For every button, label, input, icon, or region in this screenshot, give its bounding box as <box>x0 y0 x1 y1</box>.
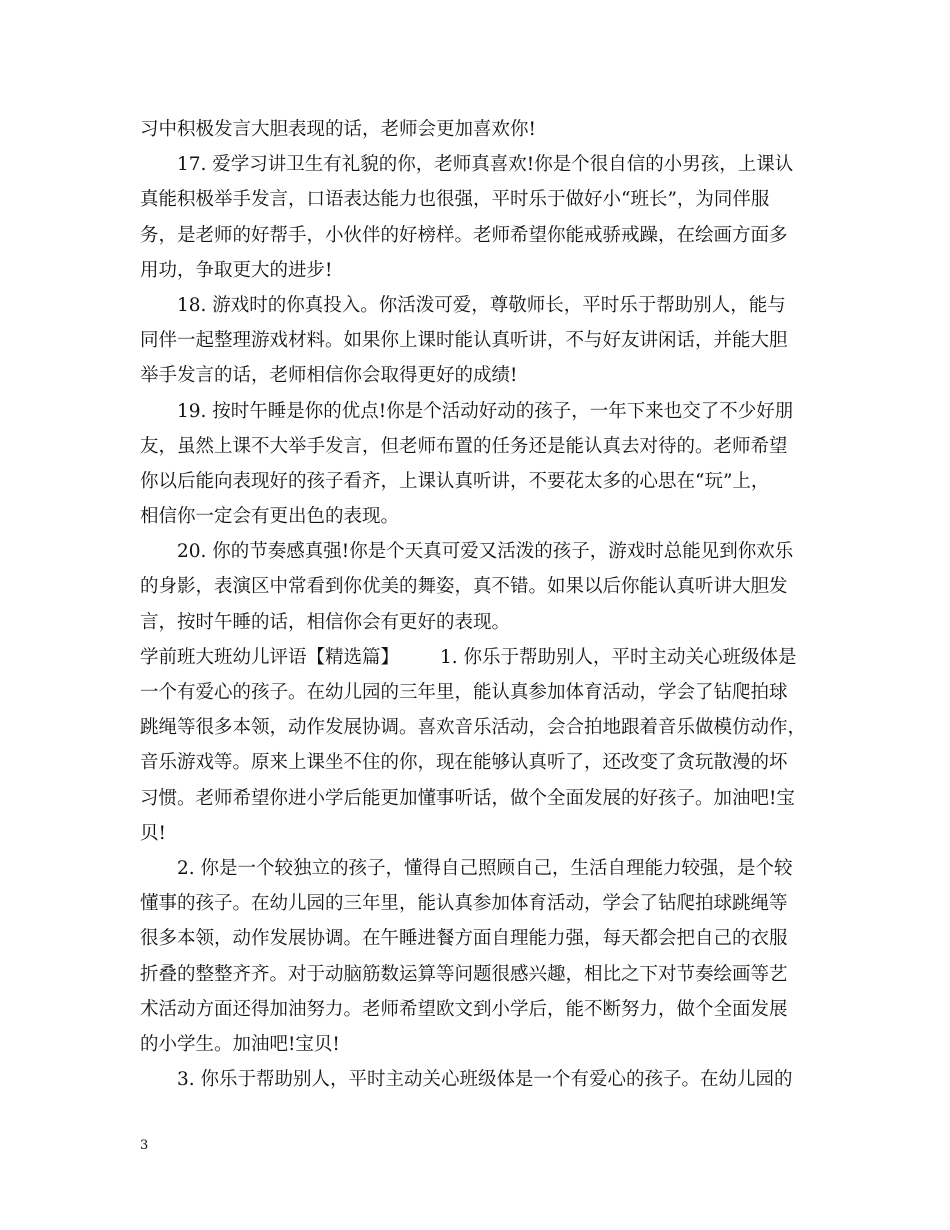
text-line: 务，是老师的好帮手，小伙伴的好榜样。老师希望你能戒骄戒躁，在绘画方面多 <box>140 224 788 246</box>
text-line: 的身影，表演区中常看到你优美的舞姿，真不错。如果以后你能认真听讲大胆发 <box>140 576 788 598</box>
text-line: 习中积极发言大胆表现的话，老师会更加喜欢你! <box>140 119 536 140</box>
text-line: 习惯。老师希望你进小学后能更加懂事听话，做个全面发展的好孩子。加油吧!宝 <box>140 787 795 809</box>
text-line: 很多本领，动作发展协调。在午睡进餐方面自理能力强，每天都会把自己的衣服 <box>140 928 788 950</box>
section-heading-line <box>140 640 825 675</box>
text-line: 真能积极举手发言，口语表达能力也很强，平时乐于做好小“班长”，为同伴服 <box>140 189 770 211</box>
text-line: 术活动方面还得加油努力。老师希望欧文到小学后，能不断努力，做个全面发展 <box>140 998 788 1020</box>
text-line: 3. 你乐于帮助别人，平时主动关心班级体是一个有爱心的孩子。在幼儿园的 <box>177 1069 793 1091</box>
text-line: 一个有爱心的孩子。在幼儿园的三年里，能认真参加体育活动，学会了钻爬拍球 <box>140 682 788 703</box>
text-line: 贝! <box>140 822 166 844</box>
text-line: 相信你一定会有更出色的表现。 <box>140 506 400 528</box>
text-line: 同伴一起整理游戏材料。如果你上课时能认真听讲，不与好友讲闲话，并能大胆 <box>140 330 788 352</box>
page-number: 3 <box>140 1138 149 1153</box>
document-body <box>140 112 825 1097</box>
text-line: 你以后能向表现好的孩子看齐，上课认真听讲，不要花太多的心思在“玩”上， <box>140 470 770 492</box>
text-line: 言，按时午睡的话，相信你会有更好的表现。 <box>140 611 511 633</box>
text-line: 跳绳等很多本领，动作发展协调。喜欢音乐活动，会合拍地跟着音乐做模仿动作， <box>140 717 807 739</box>
text-line: 18. 游戏时的你真投入。你活泼可爱，尊敬师长，平时乐于帮助别人，能与 <box>177 294 786 316</box>
text-line: 19. 按时午睡是你的优点!你是个活动好动的孩子，一年下来也交了不少好朋 <box>177 400 794 422</box>
text-line: 音乐游戏等。原来上课坐不住的你，现在能够认真听了，还改变了贪玩散漫的坏 <box>140 752 788 774</box>
text-line: 懂事的孩子。在幼儿园的三年里，能认真参加体育活动，学会了钻爬拍球跳绳等 <box>140 893 788 915</box>
text-line: 举手发言的话，老师相信你会取得更好的成绩! <box>140 365 518 387</box>
text-line: 17. 爱学习讲卫生有礼貌的你，老师真喜欢!你是个很自信的小男孩，上课认 <box>177 154 794 176</box>
text-line: 用功，争取更大的进步! <box>140 259 333 281</box>
text-line: 友，虽然上课不大举手发言，但老师布置的任务还是能认真去对待的。老师希望 <box>140 435 788 457</box>
text-line: 折叠的整整齐齐。对于动脑筋数运算等问题很感兴趣，相比之下对节奏绘画等艺 <box>140 963 788 985</box>
section-heading: 学前班大班幼儿评语【精选篇】 <box>140 646 400 668</box>
text-line: 2. 你是一个较独立的孩子，懂得自己照顾自己，生活自理能力较强，是个较 <box>177 857 793 879</box>
text-line: 的小学生。加油吧!宝贝! <box>140 1033 340 1055</box>
section-first-line: 1. 你乐于帮助别人，平时主动关心班级体是 <box>440 646 797 668</box>
text-line: 20. 你的节奏感真强!你是个天真可爱又活泼的孩子，游戏时总能见到你欢乐 <box>177 541 794 563</box>
